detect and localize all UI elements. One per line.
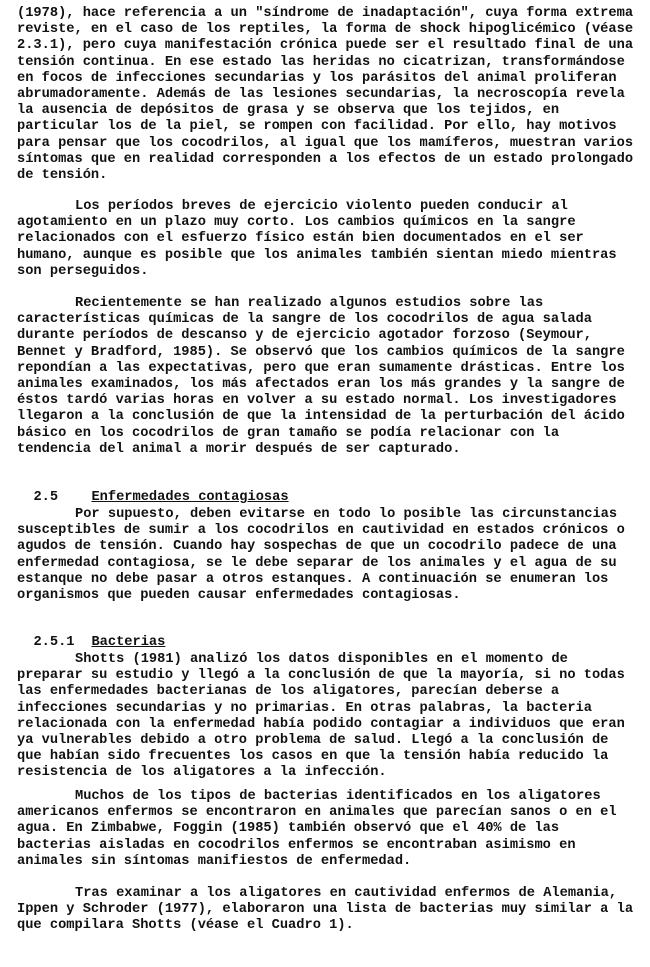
text-line: Recientemente se han realizado algunos estudios sobre las — [75, 296, 544, 311]
text-line: agudos de tensión. Cuando hay sospechas de que un cocodrilo padece de una — [17, 539, 617, 555]
text-line: relacionados con el esfuerzo físico están bien documentados en el ser — [17, 231, 584, 247]
section-title: Enfermedades contagiosas — [91, 490, 289, 506]
text-line: en focos de infecciones secundarias y los parásitos del animal proliferan — [17, 70, 617, 86]
text-line: animales examinados, los más afectados eran los más grandes y la sangre de — [17, 376, 625, 392]
text-line: Los períodos breves de ejercicio violento pueden conducir al — [75, 199, 568, 214]
text-line: americanos enfermos se encontraron en animales que parecían sanos o en el — [17, 805, 617, 821]
text-line: que compilara Shotts (véase el Cuadro 1). — [17, 918, 354, 934]
text-line: infecciones secundarias y no primarias. En otras palabras, la bacteria — [17, 700, 592, 716]
section-number: 2.5 — [33, 490, 59, 506]
paragraph — [17, 6, 633, 184]
text-line: Shotts (1981) analizó los datos disponibles en el momento de — [75, 652, 568, 667]
text-line: Tras examinar a los aligatores en cautividad enfermos de Alemania, — [75, 886, 618, 901]
text-line: básico en los cocodrilos de gran tamaño se podía relacionar con la — [17, 425, 560, 441]
section-title: Bacterias — [91, 635, 166, 651]
text-line: Ippen y Schroder (1977), elaboraron una lista de bacterias muy similar a la — [17, 902, 634, 918]
text-line: preparar su estudio y llegó a la conclusión de que la mayoría, si no todas — [17, 668, 625, 684]
text-line: resistencia de los aligatores a la infección. — [17, 765, 387, 781]
text-line: enfermedad contagiosa, se le debe separar de los animales y el agua de su — [17, 555, 617, 571]
text-line: ya vulnerables debido a otro problema de salud. Llegó a la conclusión de — [17, 732, 609, 748]
text-line: repondían a las expectativas, pero que eran sumamente drásticas. Entre los — [17, 360, 625, 376]
paragraph — [17, 652, 625, 782]
text-line: para pensar que los cocodrilos, al igual que los mamíferos, muestran varios — [17, 135, 634, 151]
text-line: éstos tardó varias horas en volver a su estado normal. Los investigadores — [17, 393, 617, 409]
text-line: síntomas que en realidad corresponden a los efectos de un estado prolongado — [17, 151, 634, 167]
paragraph — [17, 789, 617, 870]
text-line: durante períodos de descanso y de ejercicio agotador forzoso (Seymour, — [17, 328, 592, 344]
text-line: agua. En Zimbabwe, Foggin (1985) también observó que el 40% de las — [17, 821, 560, 837]
text-line: relacionada con la enfermedad había podido contagiar a individuos que eran — [17, 716, 625, 732]
text-line: 2.3.1), pero cuya manifestación crónica puede ser el resultado final de una — [17, 38, 634, 54]
text-line: las enfermedades bacterianas de los aligatores, parecían deberse a — [17, 684, 560, 700]
paragraph — [17, 507, 625, 604]
text-line: de tensión. — [17, 167, 108, 183]
text-line: tendencia del animal a morir después de ser capturado. — [17, 441, 461, 457]
paragraph — [17, 199, 617, 280]
text-line: Bennet y Bradford, 1985). Se observó que los cambios químicos de la sangre — [17, 344, 625, 360]
paragraph — [17, 296, 625, 458]
text-line: animales sin síntomas manifiestos de enfermedad. — [17, 853, 412, 869]
text-line: que habían sido frecuentes los casos en que la tensión había reducido la — [17, 749, 609, 765]
text-line: la ausencia de depósitos de grasa y se observa que los tejidos, en — [17, 103, 560, 119]
text-line: humano, aunque es posible que los animales también sientan miedo mientras — [17, 247, 617, 263]
subsection-heading — [17, 619, 165, 651]
text-line: reviste, en el caso de los reptiles, la forma de shock hipoglicémico (véase — [17, 22, 634, 38]
text-line: son perseguidos. — [17, 263, 149, 279]
text-line: organismos que pueden causar enfermedades contagiosas. — [17, 587, 461, 603]
text-line: abrumadoramente. Además de las lesiones secundarias, la necroscopía revela — [17, 86, 625, 102]
text-line: susceptibles de sumir a los cocodrilos en cautividad en estados crónicos o — [17, 523, 625, 539]
text-line: (1978), hace referencia a un "síndrome de inadaptación", cuya forma extrema — [17, 6, 634, 21]
text-line: tensión continua. En ese estado las heridas no cicatrizan, transformándose — [17, 54, 625, 70]
text-line: características químicas de la sangre de los cocodrilos de agua salada — [17, 312, 592, 328]
text-line: bacterias aisladas en cocodrilos enfermos se encontraban asimismo en — [17, 837, 576, 853]
text-line: particular los de la piel, se rompen con facilidad. Por ello, hay motivos — [17, 119, 617, 135]
text-line: agotamiento en un plazo muy corto. Los cambios químicos en la sangre — [17, 215, 576, 231]
text-line: estanque no debe pasar a otros estanques. A continuación se enumeran los — [17, 571, 609, 587]
text-line: Por supuesto, deben evitarse en todo lo posible las circunstancias — [75, 507, 618, 522]
section-heading — [17, 474, 289, 506]
text-line: Muchos de los tipos de bacterias identificados en los aligatores — [75, 789, 601, 804]
section-number: 2.5.1 — [33, 635, 75, 651]
text-line: llegaron a la conclusión de que la intensidad de la perturbación del ácido — [17, 409, 625, 425]
paragraph — [17, 886, 633, 935]
